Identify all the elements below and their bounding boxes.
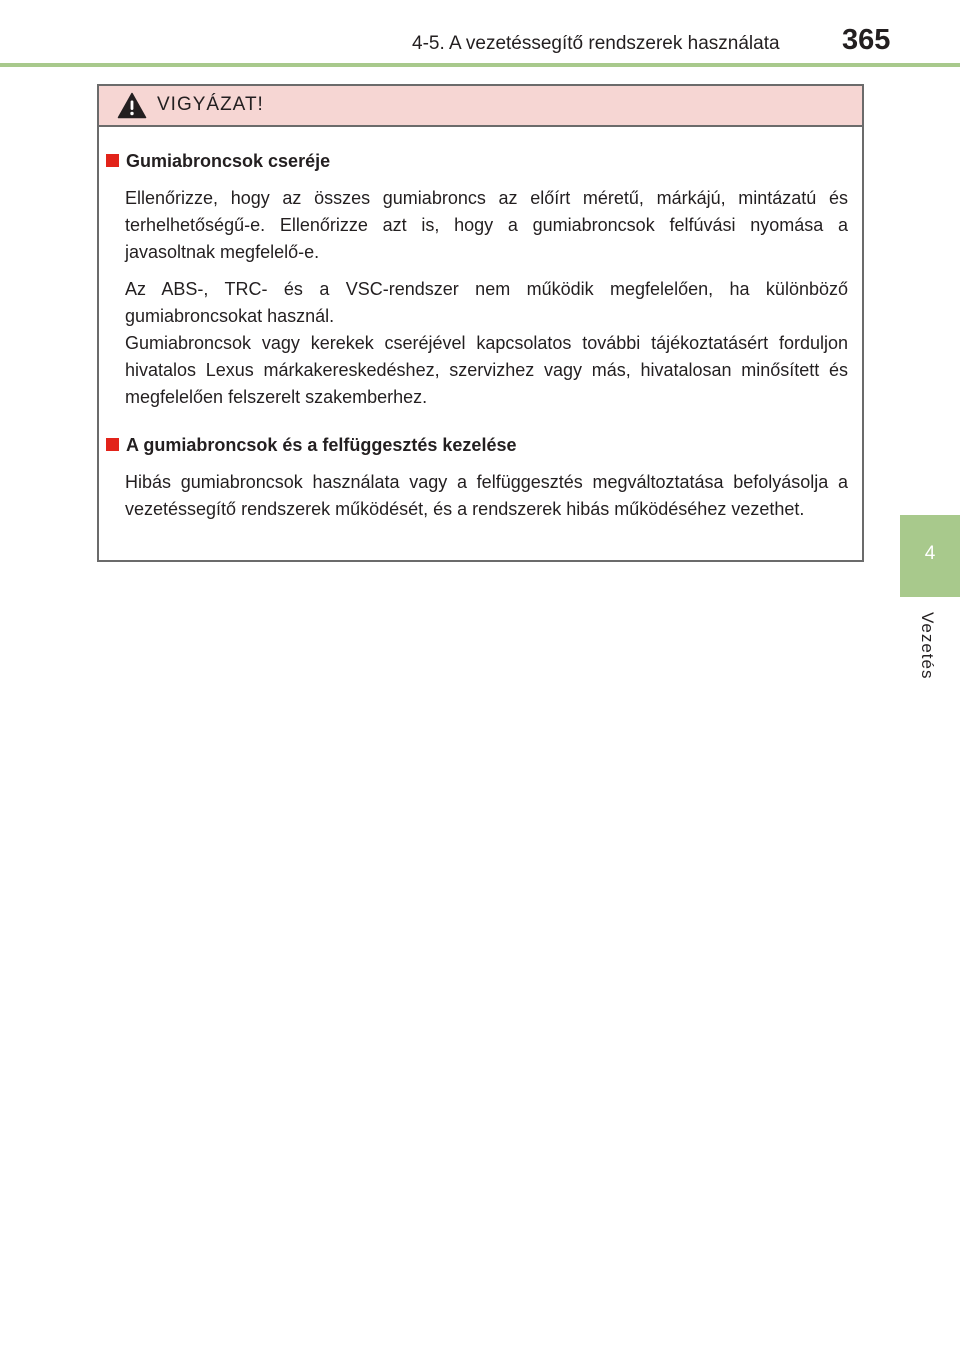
header-divider xyxy=(0,63,960,67)
red-square-bullet-icon xyxy=(106,154,119,167)
paragraph: Ellenőrizze, hogy az összes gumiabroncs az előírt méretű, márkájú, mintázatú és terhelhetőségű-e. Ellenőrizze azt is, hogy a gumiabroncsok felfúvási nyomása a javasoltnak megfelelő-e. xyxy=(125,188,848,262)
warning-body xyxy=(99,127,862,523)
section-heading-tire-replacement xyxy=(104,149,848,173)
page-header xyxy=(0,0,960,70)
page-number: 365 xyxy=(842,24,891,56)
chapter-tab-number: 4 xyxy=(924,543,936,564)
chapter-tab-label: Vezetés xyxy=(918,612,937,680)
paragraph: Hibás gumiabroncsok használata vagy a felfüggesztés megváltoztatása befolyásolja a vezetéssegítő rendszerek működését, és a rendszerek hibás működéséhez vezethet. xyxy=(125,472,848,519)
section-heading-tire-suspension-handling xyxy=(104,433,848,457)
section-heading-text: A gumiabroncsok és a felfüggesztés kezelése xyxy=(126,435,517,455)
warning-triangle-icon xyxy=(117,92,147,119)
paragraph: Gumiabroncsok vagy kerekek cseréjével kapcsolatos további tájékoztatásért forduljon hivatalos Lexus márkakereskedéshez, szervizhez vagy más, hivatalosan minősített és megfelelően felszerelt szakemberhez. xyxy=(125,333,848,407)
section-heading-text: Gumiabroncsok cseréje xyxy=(126,151,331,171)
warning-box xyxy=(97,84,864,562)
warning-header xyxy=(99,86,862,127)
paragraph: Az ABS-, TRC- és a VSC-rendszer nem működik megfelelően, ha különböző gumiabroncsokat használ. xyxy=(125,279,848,326)
red-square-bullet-icon xyxy=(106,438,119,451)
chapter-tab xyxy=(900,515,960,597)
chapter-title: 4-5. A vezetéssegítő rendszerek használata xyxy=(412,33,780,54)
warning-title: VIGYÁZAT! xyxy=(157,94,264,115)
